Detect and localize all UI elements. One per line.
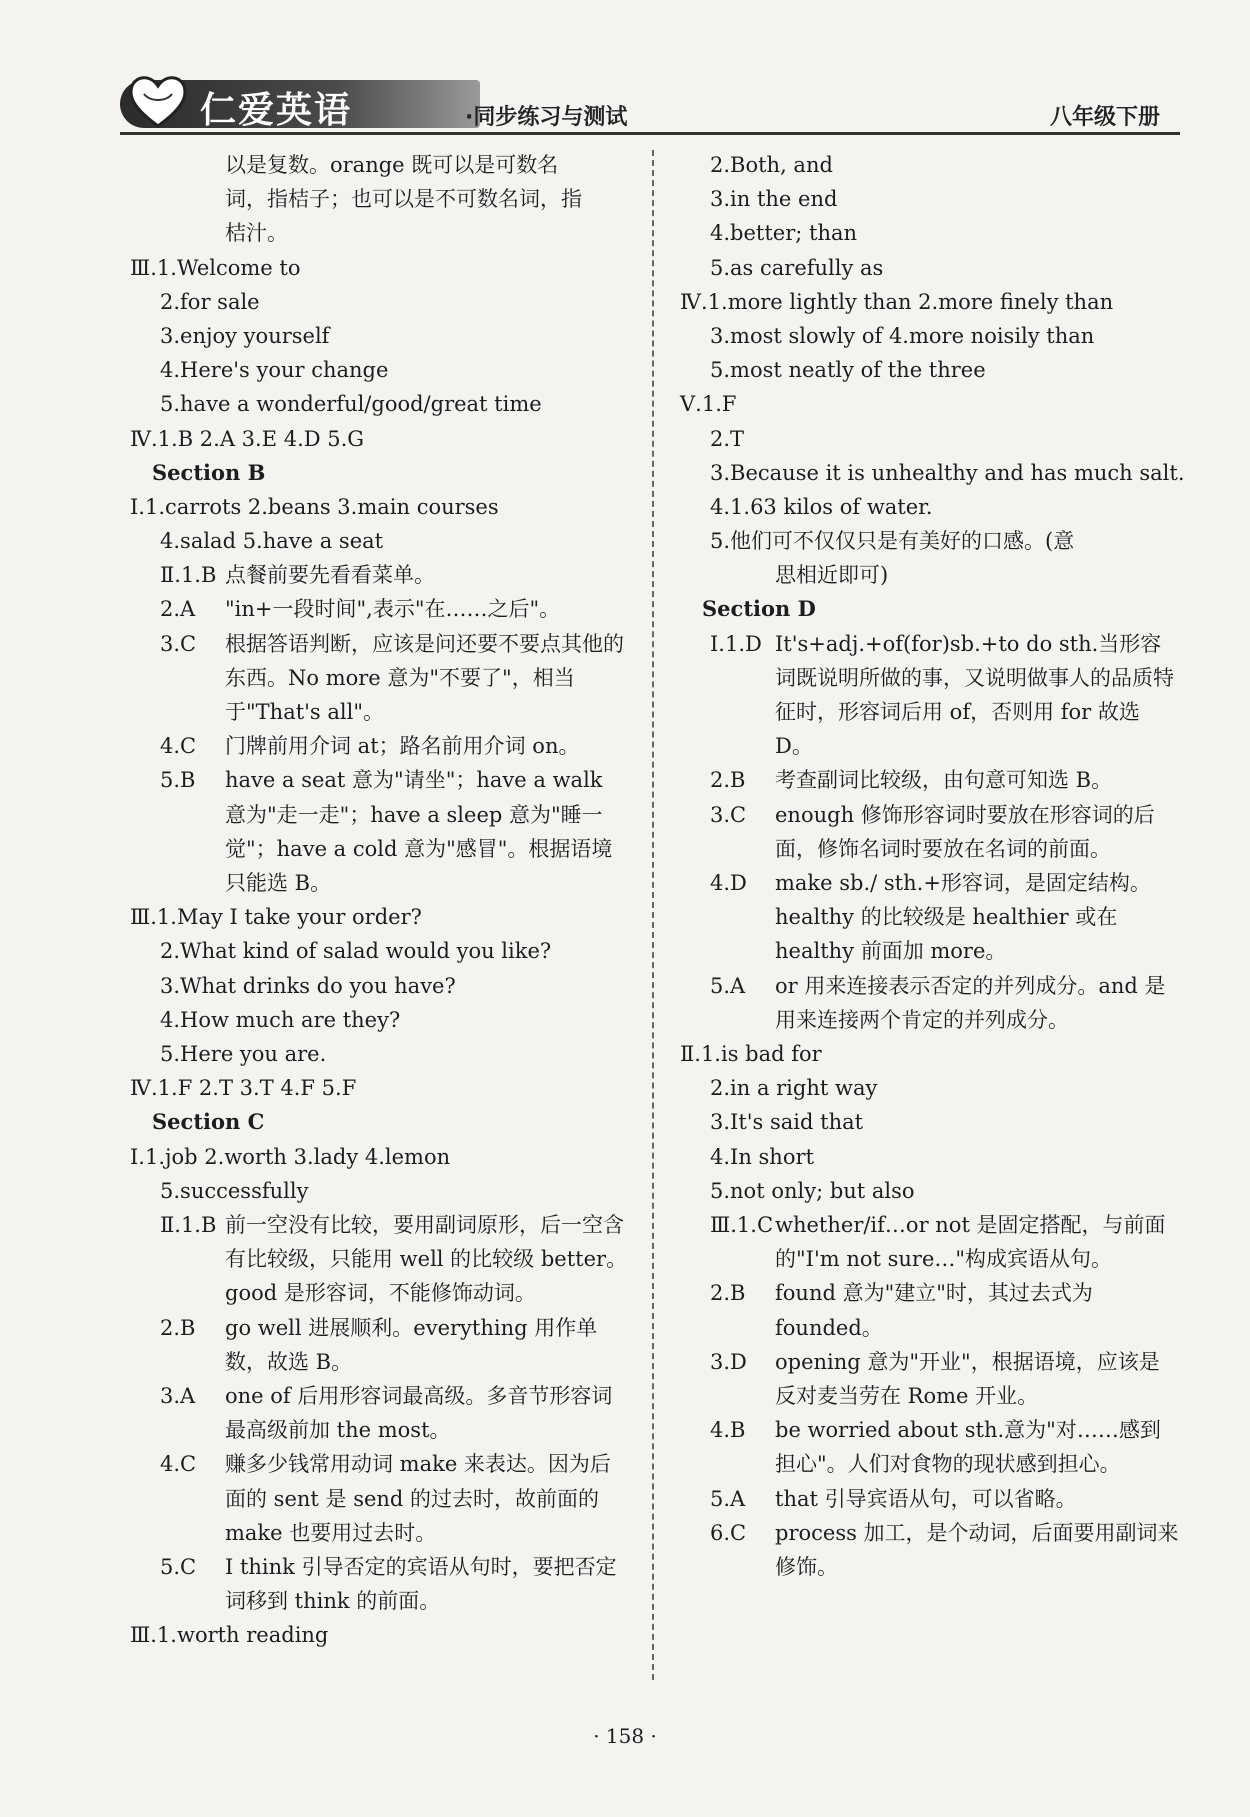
answer-number: 2.B: [710, 1281, 746, 1306]
answer-line: 3.It's said that: [710, 1110, 864, 1135]
section-heading: Section B: [152, 459, 266, 485]
answer-line: 5.他们可不仅仅只是有美好的口感。(意: [710, 529, 1075, 554]
answer-explanation: one of 后用形容词最高级。多音节形容词最高级前加 the most。: [225, 1383, 613, 1443]
answer-line: 3.Because it is unhealthy and has much salt.: [710, 460, 1185, 485]
answer-item: [680, 1208, 1180, 1276]
answer-line: 4.How much are they?: [160, 1007, 401, 1032]
answer-line: 词，指桔子；也可以是不可数名词，指: [225, 187, 582, 212]
answer-explanation: 点餐前要先看看菜单。: [225, 563, 435, 588]
answer-line: Ⅲ.1.worth reading: [130, 1623, 329, 1648]
answer-line: 3.enjoy yourself: [160, 323, 330, 348]
answer-item: [130, 1311, 630, 1379]
book-subtitle: ·同步练习与测试: [465, 105, 628, 130]
section-heading: Section D: [702, 596, 816, 622]
answer-number: 3.A: [160, 1383, 196, 1408]
answer-number: 2.B: [160, 1315, 196, 1340]
answer-explanation: 根据答语判断，应该是问还要不要点其他的东西。No more 意为"不要了"，相当于"That's all"。: [225, 631, 624, 725]
right-column: [680, 148, 1185, 1584]
section-heading: Section C: [152, 1109, 265, 1135]
answer-explanation: or 用来连接表示否定的并列成分。and 是用来连接两个肯定的并列成分。: [775, 973, 1166, 1032]
answer-line: 4.Here's your change: [160, 358, 389, 383]
answer-explanation: be worried about sth.意为"对……感到担心"。人们对食物的现状感到担心。: [775, 1418, 1161, 1477]
answer-item: [130, 1379, 630, 1447]
answer-item: [130, 592, 630, 626]
answer-explanation: go well 进展顺利。everything 用作单数，故选 B。: [225, 1315, 598, 1374]
answer-item: [680, 969, 1180, 1037]
answer-number: 4.B: [710, 1418, 746, 1443]
answer-item: [130, 1550, 630, 1618]
answer-line: Ⅳ.1.B 2.A 3.E 4.D 5.G: [130, 426, 365, 451]
answer-explanation: have a seat 意为"请坐"；have a walk 意为"走一走"；have a sleep 意为"睡一觉"；have a cold 意为"感冒"。根据语境只能选 B。: [225, 768, 613, 896]
answer-line: 2.for sale: [160, 289, 260, 314]
answer-number: Ⅱ.1.B: [160, 563, 217, 588]
answer-explanation: that 引导宾语从句，可以省略。: [775, 1486, 1077, 1511]
answer-number: Ⅲ.1.C: [710, 1213, 774, 1237]
answer-line: Ⅴ.1.F: [680, 392, 737, 417]
answer-line: Ⅰ.1.carrots 2.beans 3.main courses: [130, 494, 499, 519]
answer-explanation: 考查副词比较级，由句意可知选 B。: [775, 768, 1113, 793]
header-rule: [120, 132, 1180, 135]
answer-number: 4.C: [160, 1452, 197, 1477]
answer-explanation: It's+adj.+of(for)sb.+to do sth.当形容词既说明所做的事，又说明做事人的品质特征时，形容词后用 of，否则用 for 故选 D。: [775, 631, 1174, 759]
answer-line: 5.not only; but also: [710, 1178, 915, 1203]
answer-line: 5.as carefully as: [710, 255, 884, 280]
answer-number: 6.C: [710, 1520, 747, 1545]
answer-item: [680, 763, 1180, 797]
answer-line: 4.better; than: [710, 221, 858, 246]
answer-line: 3.What drinks do you have?: [160, 973, 456, 998]
answer-number: 3.C: [710, 802, 747, 827]
answer-explanation: whether/if…or not 是固定搭配，与前面的"I'm not sure…"构成宾语从句。: [775, 1213, 1166, 1272]
answer-line: 3.most slowly of 4.more noisily than: [710, 323, 1095, 348]
answer-number: Ⅰ.1.D: [710, 631, 762, 656]
answer-line: 4.1.63 kilos of water.: [710, 494, 933, 519]
answer-line: Ⅲ.1.May I take your order?: [130, 905, 422, 930]
answer-item: [680, 1516, 1180, 1584]
answer-line: 2.Both, and: [710, 153, 833, 177]
answer-line: 4.In short: [710, 1144, 814, 1169]
answer-explanation: make sb./ sth.+形容词，是固定结构。healthy 的比较级是 healthier 或在 healthy 前面加 more。: [775, 871, 1151, 964]
answer-number: Ⅱ.1.B: [160, 1212, 217, 1237]
answer-explanation: opening 意为"开业"，根据语境，应该是反对麦当劳在 Rome 开业。: [775, 1349, 1160, 1409]
answer-line: 4.salad 5.have a seat: [160, 529, 384, 554]
answer-item: [130, 763, 630, 900]
answer-line: 以是复数。orange 既可以是可数名: [225, 153, 559, 177]
answer-item: [130, 1447, 630, 1550]
answer-item: [680, 1276, 1180, 1344]
answer-number: 5.A: [710, 1486, 746, 1511]
page-number: · 158 ·: [593, 1724, 657, 1748]
answer-item: [680, 866, 1180, 969]
answer-line: 2.What kind of salad would you like?: [160, 939, 552, 964]
column-divider: [652, 150, 654, 1680]
answer-explanation: 门牌前用介词 at；路名前用介词 on。: [225, 734, 580, 759]
answer-item: [130, 729, 630, 763]
answer-item: [130, 558, 630, 592]
answer-number: 5.A: [710, 973, 746, 998]
answer-line: 桔汁。: [225, 221, 288, 246]
answer-item: [130, 627, 630, 730]
answer-item: [680, 1482, 1180, 1516]
answer-item: [680, 627, 1180, 764]
answer-number: 3.D: [710, 1349, 747, 1374]
answer-line: Ⅲ.1.Welcome to: [130, 255, 301, 280]
answer-number: 5.C: [160, 1555, 197, 1579]
answer-line: 5.successfully: [160, 1178, 309, 1203]
answer-line: 思相近即可): [775, 563, 889, 588]
answer-item: [130, 1208, 630, 1311]
heart-logo-icon: [126, 72, 190, 130]
answer-item: [680, 798, 1180, 866]
answer-number: 4.D: [710, 871, 747, 896]
answer-number: 2.B: [710, 768, 746, 793]
answer-explanation: enough 修饰形容词时要放在形容词的后面，修饰名词时要放在名词的前面。: [775, 802, 1155, 861]
answer-line: 5.have a wonderful/good/great time: [160, 392, 542, 417]
answer-item: [680, 1345, 1180, 1413]
answer-line: 5.most neatly of the three: [710, 358, 986, 383]
answer-line: 3.in the end: [710, 187, 838, 212]
answer-line: 2.T: [710, 426, 745, 451]
answer-number: 3.C: [160, 631, 197, 656]
answer-explanation: I think 引导否定的宾语从句时，要把否定词移到 think 的前面。: [225, 1555, 617, 1614]
answer-line: 2.in a right way: [710, 1076, 878, 1101]
answer-explanation: found 意为"建立"时，其过去式为 founded。: [775, 1281, 1093, 1340]
answer-explanation: 前一空没有比较，要用副词原形，后一空含有比较级，只能用 well 的比较级 better。good 是形容词，不能修饰动词。: [225, 1212, 628, 1306]
answer-explanation: 赚多少钱常用动词 make 来表达。因为后面的 sent 是 send 的过去时，故前面的 make 也要用过去时。: [225, 1452, 611, 1545]
answer-line: Ⅰ.1.job 2.worth 3.lady 4.lemon: [130, 1144, 451, 1169]
page-header: [120, 72, 1180, 134]
left-column: [130, 148, 630, 1653]
logo-title: 仁爱英语: [200, 90, 353, 131]
answer-line: Ⅱ.1.is bad for: [680, 1042, 822, 1067]
answer-explanation: process 加工，是个动词，后面要用副词来修饰。: [775, 1520, 1179, 1580]
answer-item: [680, 1413, 1180, 1481]
answer-line: Ⅳ.1.more lightly than 2.more finely than: [680, 289, 1114, 314]
answer-line: Ⅳ.1.F 2.T 3.T 4.F 5.F: [130, 1076, 357, 1101]
answer-number: 4.C: [160, 734, 197, 759]
grade-label: 八年级下册: [1049, 105, 1160, 130]
answer-number: 5.B: [160, 768, 196, 793]
answer-line: 5.Here you are.: [160, 1042, 327, 1067]
answer-number: 2.A: [160, 597, 196, 622]
answer-explanation: "in+一段时间",表示"在……之后"。: [225, 597, 561, 622]
